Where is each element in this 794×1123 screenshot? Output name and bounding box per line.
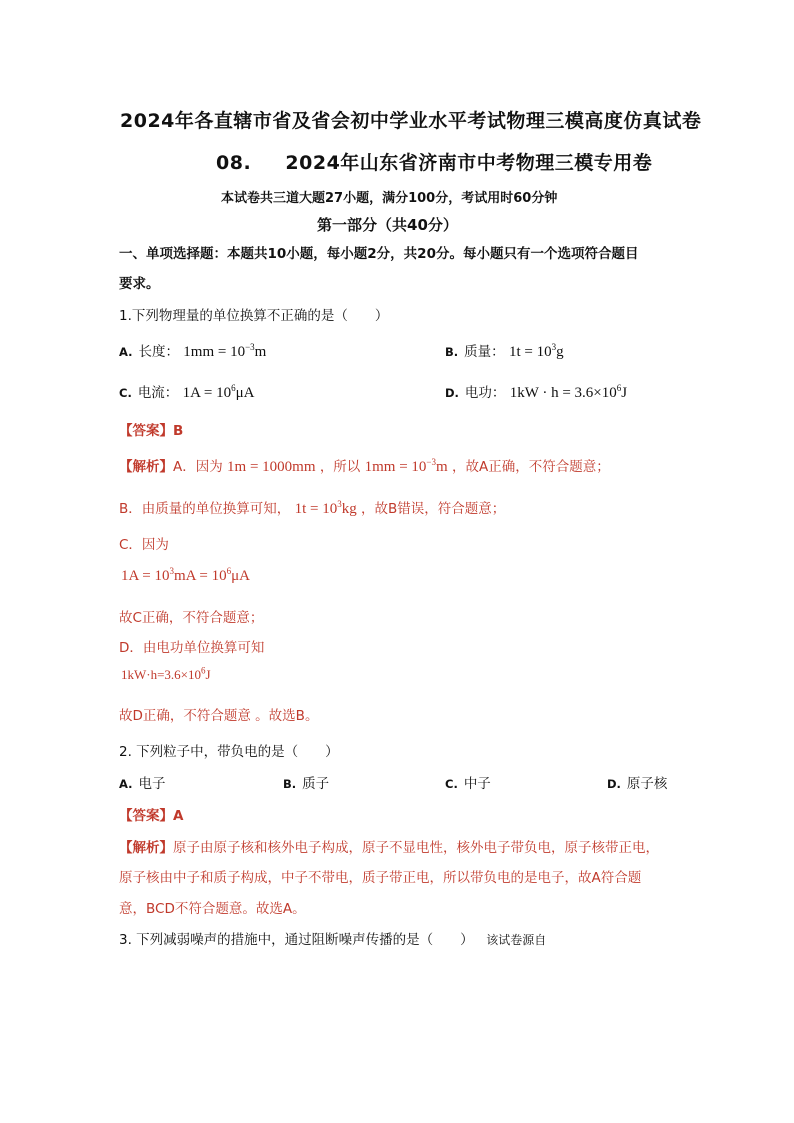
q1-explanation-d: D．由电功单位换算可知 bbox=[119, 640, 265, 656]
q2-option-a: A. 电子 bbox=[119, 776, 166, 792]
watermark-text: 该试卷源自 bbox=[486, 933, 547, 947]
option-text: 电功： bbox=[464, 385, 506, 401]
page-title: 2024年各直辖市省及省会初中学业水平考试物理三模高度仿真试卷 bbox=[120, 110, 702, 132]
option-text: 质量： bbox=[464, 344, 505, 360]
q2-answer: 【答案】A bbox=[119, 808, 184, 824]
q1-option-a bbox=[119, 340, 266, 361]
paper-number: 08. bbox=[216, 152, 252, 174]
part-heading: 第一部分（共40分） bbox=[317, 216, 458, 234]
q1-explanation-a: 【解析】A．因为 1m = 1000mm ，所以 $1mm = 10^{-3}m$ ，故A正确，不符合题意； bbox=[119, 457, 610, 475]
q2-option-d: D. 原子核 bbox=[607, 776, 668, 792]
q1-explanation-d-conclusion: 故D正确，不符合题意 。故选B。 bbox=[119, 708, 319, 724]
q2-explanation-line2: 原子核由中子和质子构成，中子不带电，质子带正电，所以带负电的是电子，故A符合题 bbox=[119, 870, 642, 886]
option-text: 电流： bbox=[137, 385, 179, 401]
formula: $1A = 10^6\mu A$ bbox=[182, 383, 255, 401]
q1-option-d bbox=[445, 381, 627, 402]
option-label: C. bbox=[119, 386, 132, 400]
option-text: 长度： bbox=[138, 344, 179, 360]
q1-explanation-b: B．由质量的单位换算可知， $1t = 10^3kg$ ，故B错误，符合题意； bbox=[119, 499, 506, 517]
paper-name: 2024年山东省济南市中考物理三模专用卷 bbox=[285, 152, 653, 174]
q2-option-c: C. 中子 bbox=[445, 776, 491, 792]
q2-explanation-line3: 意，BCD不符合题意。故选A。 bbox=[119, 901, 306, 917]
option-label: D. bbox=[445, 386, 459, 400]
q1-option-c bbox=[119, 381, 254, 402]
q1-explanation-c-conclusion: 故C正确，不符合题意； bbox=[119, 610, 264, 626]
paper-subtitle bbox=[216, 148, 652, 175]
q1-option-b bbox=[445, 340, 564, 361]
q1-explanation-c: C．因为 bbox=[119, 537, 169, 553]
formula: $1kW \cdot h = 3.6\times 10^6J$ bbox=[509, 383, 628, 401]
q1-explanation-c-formula: $1A = 10^3mA = 10^6\mu A$ bbox=[121, 566, 250, 584]
q2-explanation-line1: 【解析】原子由原子核和核外电子构成，原子不显电性，核外电子带负电，原子核带正电， bbox=[119, 840, 659, 856]
option-label: A. bbox=[119, 345, 133, 359]
q1-explanation-d-formula: $1kW\cdot h=3.6\times 10^6J$ bbox=[121, 665, 211, 682]
option-label: B. bbox=[445, 345, 459, 359]
question-1-stem: 1.下列物理量的单位换算不正确的是（ ） bbox=[119, 308, 389, 324]
section-instructions-line2: 要求。 bbox=[119, 276, 160, 292]
section-instructions-line1: 一、单项选择题：本题共10小题，每小题2分，共20分。每小题只有一个选项符合题目 bbox=[119, 246, 639, 262]
question-2-stem: 2. 下列粒子中，带负电的是（ ） bbox=[119, 744, 339, 760]
q1-answer: 【答案】B bbox=[119, 423, 184, 439]
formula: $1mm = 10^{-3}m$ bbox=[183, 342, 267, 360]
q2-option-b: B. 质子 bbox=[283, 776, 330, 792]
formula: $1t = 10^3g$ bbox=[508, 342, 564, 360]
exam-info: 本试卷共三道大题27小题，满分100分，考试用时60分钟 bbox=[221, 191, 558, 206]
question-3-stem: 3. 下列减弱噪声的措施中，通过阻断噪声传播的是（ ） 该试卷源自 bbox=[119, 932, 547, 948]
